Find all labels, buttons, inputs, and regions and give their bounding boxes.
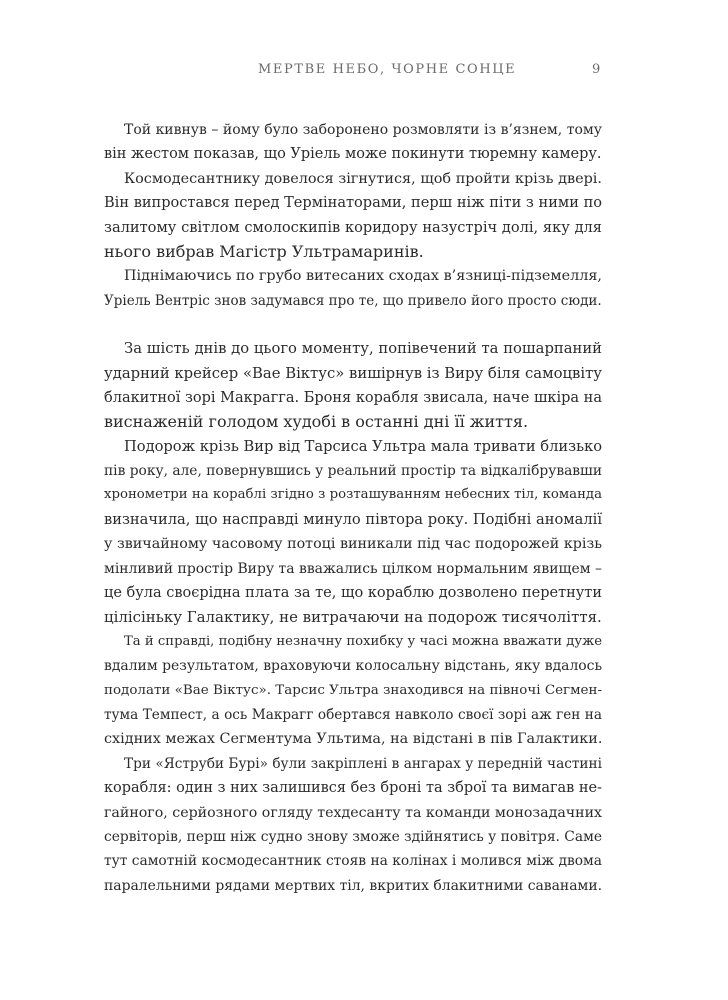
text-line: Він випростався перед Термінаторами, перш ніж піти з ними по: [104, 195, 602, 212]
text-line: нього вибрав Магістр Ультрамаринів.: [104, 241, 424, 261]
paragraph: [104, 118, 602, 167]
text-line: Той кивнув – йому було заборонено розмовляти із в’язнем, тому: [124, 122, 602, 138]
text-line: східних межах Сегментума Ультима, на відстані в пів Галактики.: [104, 731, 603, 748]
text-line: За шість днів до цього моменту, попівечений та пошарпаний: [124, 340, 602, 358]
text-line: пів року, але, повернувшись у реальний простір та відкалібрувавши: [104, 463, 603, 480]
text-line: Піднімаючись по грубо витесаних сходах в’язниці-підземелля,: [124, 268, 602, 285]
text-line: визначила, що насправді минуло півтора року. Подібні аномалії: [104, 510, 602, 528]
text-line: блакитної зорі Макрагга. Броня корабля звисала, наче шкіра на: [104, 389, 602, 406]
paragraph: [104, 630, 602, 752]
text-line: мінливий простір Виру та вважались цілком нормальним явищем –: [104, 560, 602, 577]
text-line: цілісіньку Галактику, не витрачаючи на подорож тисячоліття.: [104, 608, 602, 627]
text-line: це була своєрідна плата за те, що кораблю дозволено перетнути: [104, 585, 602, 602]
section-break: [104, 313, 602, 337]
text-line: корабля: один з них залишився без броні та зброї та вимагав не-: [104, 780, 602, 797]
running-header: [0, 62, 728, 82]
text-line: вдалим результатом, враховуючи колосальну відстань, яку вдалось: [104, 658, 603, 675]
text-line: подолати «Вае Віктус». Тарсис Ультра знаходився на півночі Сегмен-: [104, 682, 602, 698]
text-line: Подорож крізь Вир від Тарсиса Ультра мала тривати близько: [124, 437, 603, 455]
paragraph: [104, 264, 602, 313]
text-line: гайного, серйозного огляду техдесанту та команди монозадачних: [104, 804, 603, 821]
text-line: Космодесантнику довелося зігнутися, щоб пройти крізь двері.: [124, 170, 602, 187]
text-line: Уріель Вентріс знов задумався про те, що привело його просто сюди.: [104, 292, 602, 309]
paragraph: [104, 752, 602, 898]
body-text: [104, 118, 602, 898]
running-title: МЕРТВЕ НЕБО, ЧОРНЕ СОНЦЕ: [258, 62, 517, 77]
text-line: хронометри на кораблі згідно з розташуванням небесних тіл, команда: [104, 487, 602, 503]
paragraph: [104, 167, 602, 265]
paragraph: [104, 337, 602, 435]
text-line: ударний крейсер «Вае Віктус» вишірнув із Виру біля самоцвіту: [104, 364, 602, 382]
text-line: виснаженій голодом худобі в останні дні її життя.: [104, 412, 529, 432]
text-line: тут самотній космодесантник стояв на колінах і молився між двома: [104, 853, 602, 870]
text-line: він жестом показав, що Уріель може покинути тюремну камеру.: [104, 146, 602, 163]
text-line: Та й справді, подібну незначну похибку у часі можна вважати дуже: [124, 633, 603, 649]
text-line: паралельними рядами мертвих тіл, вкритих блакитними саванами.: [104, 877, 603, 894]
paragraph: [104, 435, 602, 630]
page-number: 9: [592, 62, 601, 77]
text-line: Три «Яструби Бурі» були закріплені в ангарах у передній частині: [124, 755, 602, 772]
text-line: сервіторів, перш ніж судно знову зможе здійнятись у повітря. Саме: [104, 828, 602, 845]
text-line: тума Темпест, а ось Макрагг обертався навколо своєї зорі аж ген на: [104, 706, 602, 723]
text-line: залитому світлом смолоскипів коридору назустріч долі, яку для: [104, 218, 602, 236]
text-line: у звичайному часовому потоці виникали під час подорожей крізь: [104, 536, 602, 553]
